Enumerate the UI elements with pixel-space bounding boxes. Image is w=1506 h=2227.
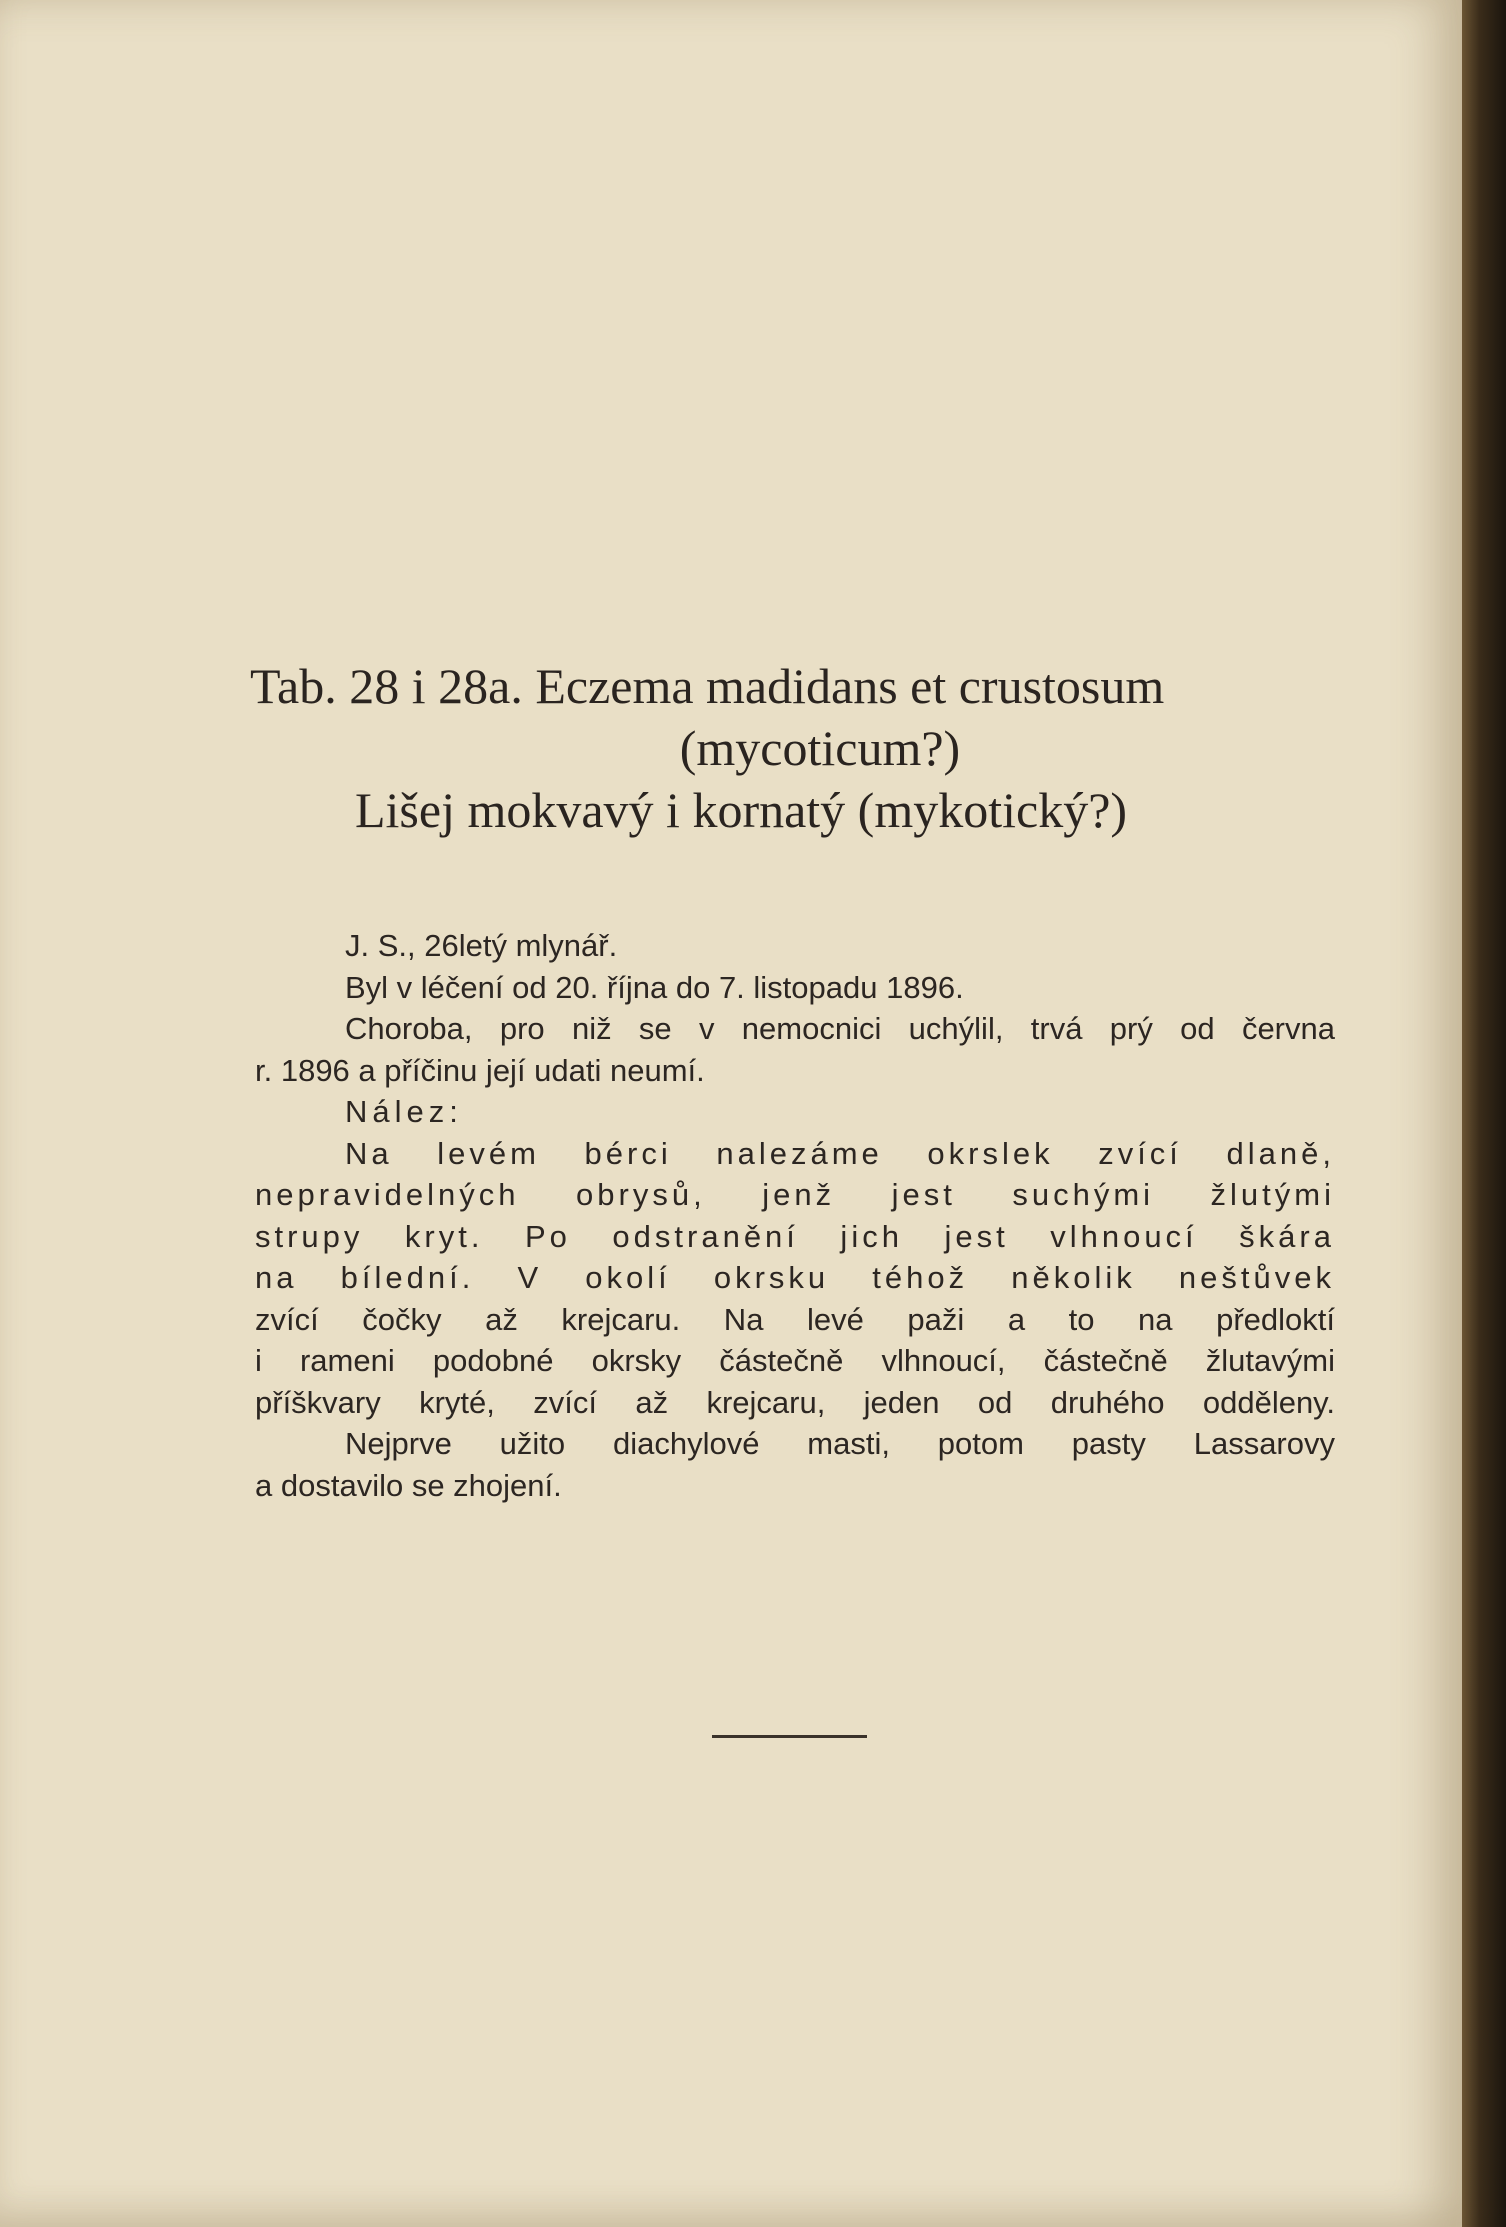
finding-line: Na levém bérci nalezáme okrslek zvící dlaně, bbox=[345, 1135, 1335, 1171]
plate-title bbox=[250, 655, 1340, 841]
title-line-1: Tab. 28 i 28a. Eczema madidans et crustosum bbox=[250, 658, 1165, 714]
patient-line: J. S., 26letý mlynář. bbox=[345, 928, 618, 963]
book-binding-edge bbox=[1462, 0, 1506, 2227]
therapy-line-1: Nejprve užito diachylové masti, potom pasty Lassarovy bbox=[345, 1426, 1335, 1461]
finding-line: příškvary kryté, zvící až krejcaru, jeden od druhého odděleny. bbox=[255, 1384, 1335, 1420]
finding-line: zvící čočky až krejcaru. Na levé paži a to na předloktí bbox=[255, 1301, 1335, 1337]
history-line-2: r. 1896 a příčinu její udati neumí. bbox=[255, 1052, 705, 1088]
case-description bbox=[255, 925, 1335, 1506]
section-end-rule bbox=[712, 1735, 867, 1738]
finding-line: nepravidelných obrysů, jenž jest suchými žlutými bbox=[255, 1177, 1335, 1212]
finding-line: i rameni podobné okrsky částečně vlhnoucí, částečně žlutavými bbox=[255, 1343, 1335, 1378]
finding-heading: Nález: bbox=[345, 1094, 463, 1129]
title-line-3: Lišej mokvavý i kornatý (mykotický?) bbox=[355, 782, 1128, 838]
treatment-period-line: Byl v léčení od 20. října do 7. listopadu 1896. bbox=[345, 969, 964, 1005]
therapy-line-2: a dostavilo se zhojení. bbox=[255, 1467, 562, 1503]
history-line-1: Choroba, pro niž se v nemocnici uchýlil, trvá prý od června bbox=[345, 1011, 1335, 1046]
finding-line: strupy kryt. Po odstranění jich jest vlhnoucí škára bbox=[255, 1218, 1335, 1254]
title-line-2: (mycoticum?) bbox=[679, 720, 961, 776]
finding-line: na bílední. V okolí okrsku téhož několik neštůvek bbox=[255, 1260, 1335, 1295]
